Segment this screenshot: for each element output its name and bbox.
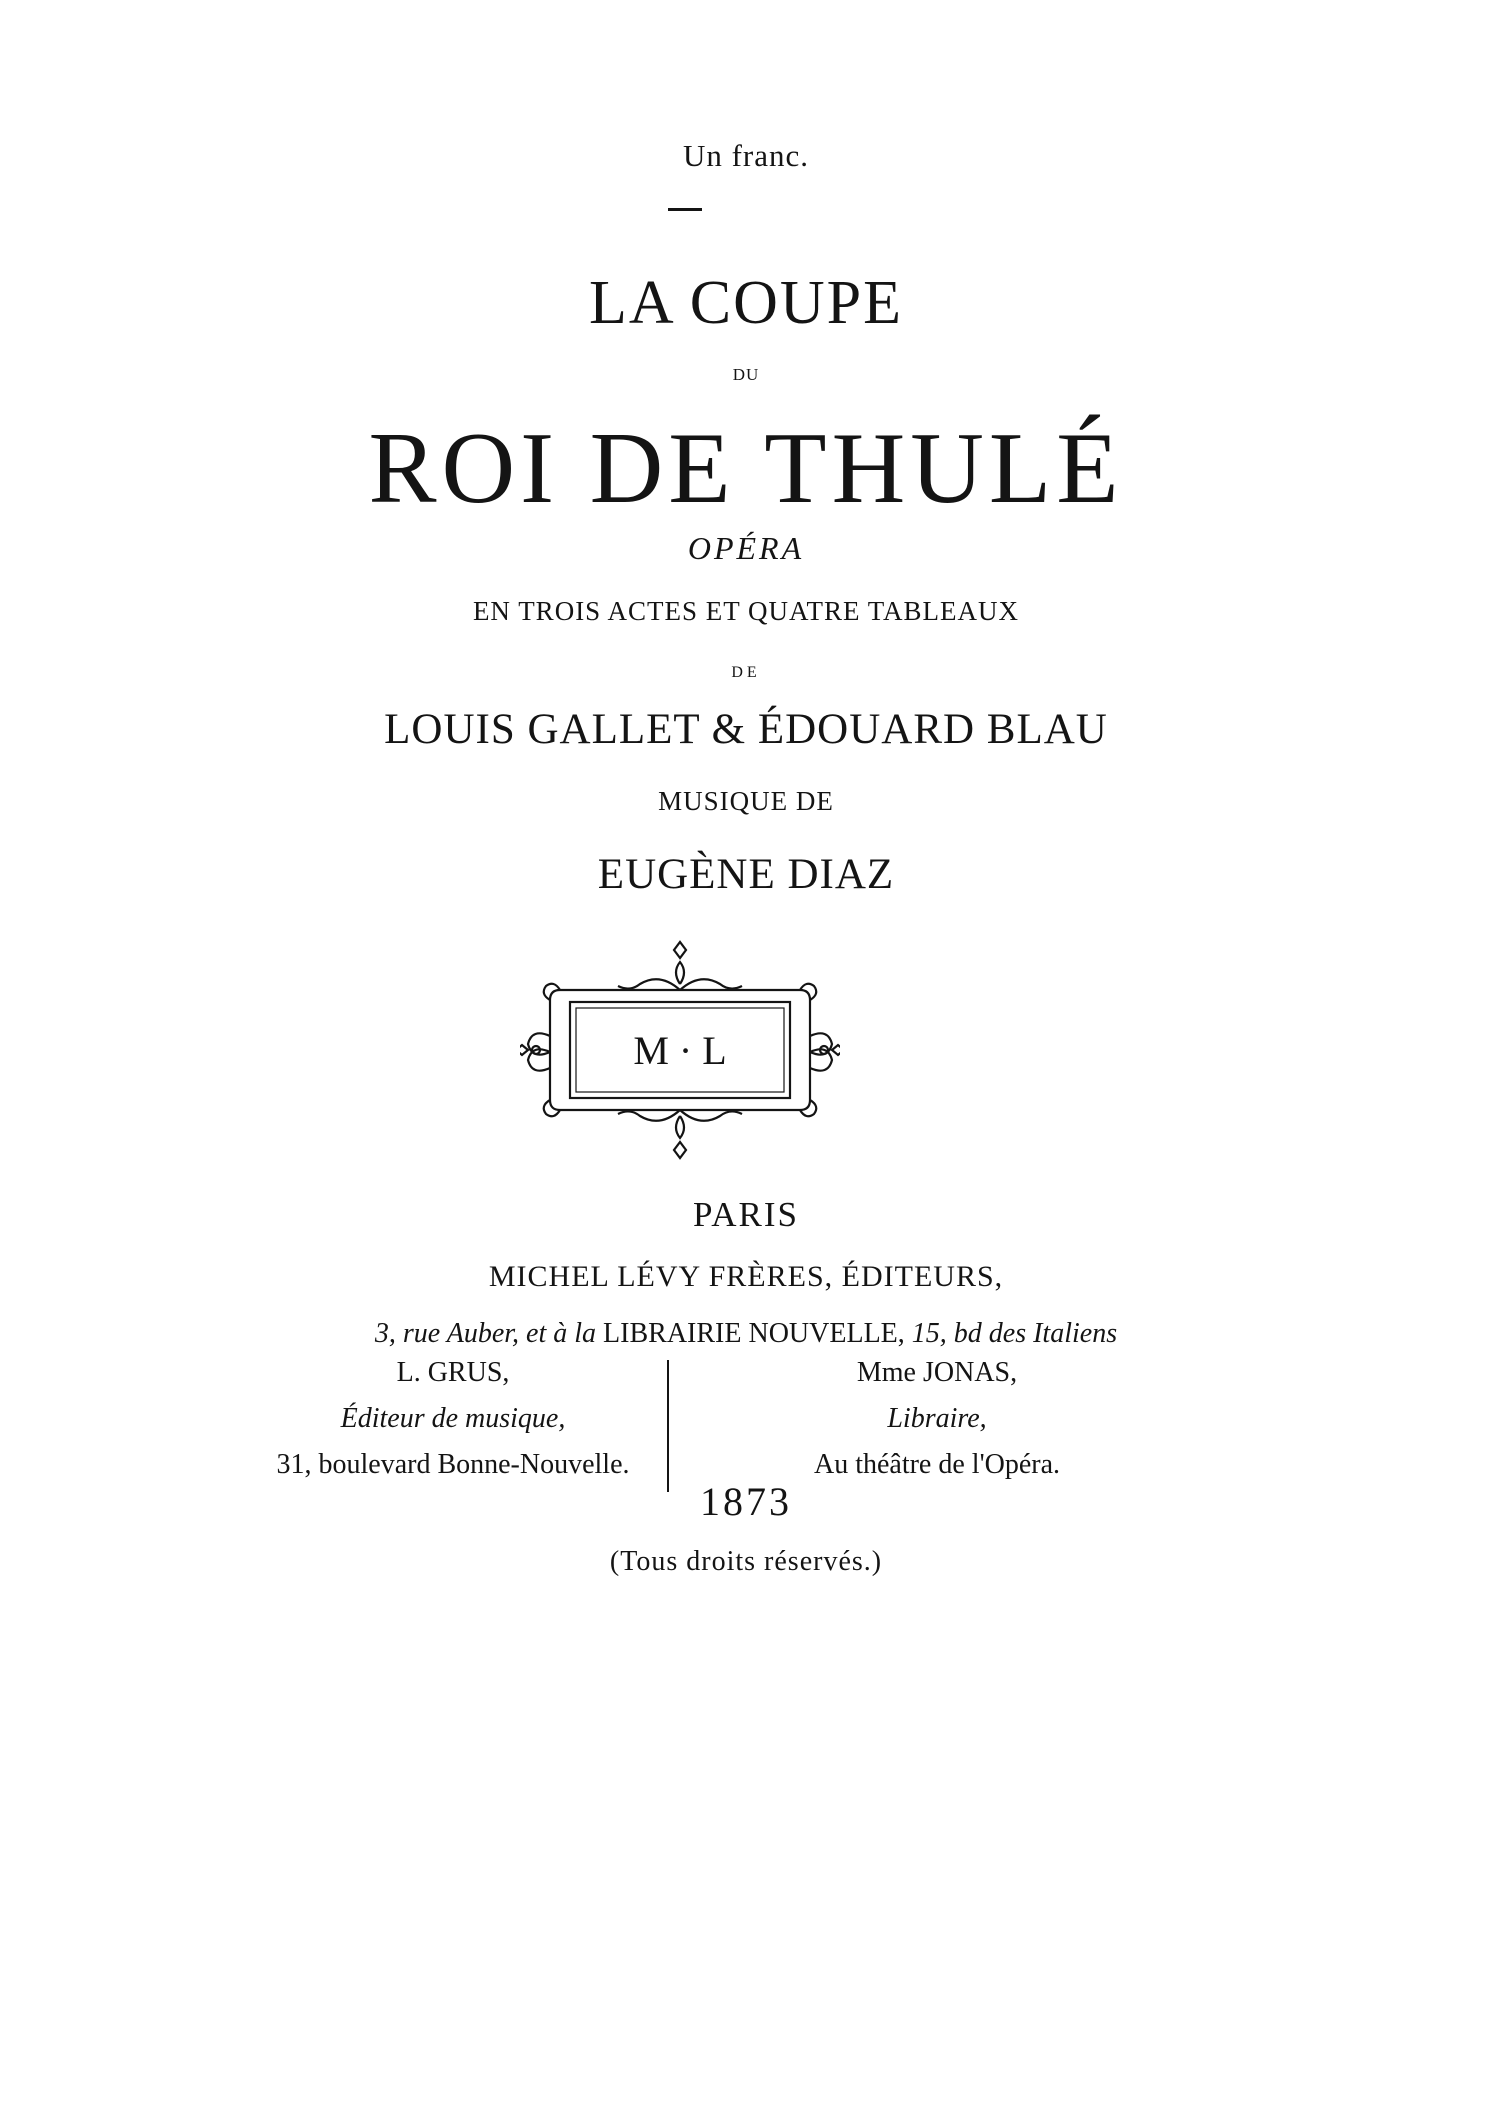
publisher-address [0, 1318, 1492, 1350]
publisher-name: MICHEL LÉVY FRÈRES, ÉDITEURS, [488, 1260, 1004, 1293]
right-seller-name: Mme JONAS, [856, 1357, 1018, 1388]
publisher-mark: M · L [633, 1028, 727, 1073]
subtitle: EN TROIS ACTES ET QUATRE TABLEAUX [472, 596, 1020, 626]
address-part-3: 15, bd des Italiens [911, 1318, 1118, 1349]
left-seller [238, 1350, 668, 1488]
music-label: MUSIQUE DE [658, 786, 834, 816]
title-line-1: LA COUPE [589, 269, 903, 337]
left-seller-name: L. GRUS, [396, 1357, 510, 1388]
rights-notice: (Tous droits réservés.) [609, 1546, 883, 1577]
column-divider [667, 1360, 669, 1492]
city: PARIS [693, 1195, 799, 1234]
address-part-2: LIBRAIRIE NOUVELLE, [603, 1318, 905, 1349]
publisher-ornament-logo [520, 940, 840, 1165]
left-seller-address: 31, boulevard Bonne-Nouvelle. [276, 1449, 630, 1480]
authors: LOUIS GALLET & ÉDOUARD BLAU [384, 706, 1108, 753]
right-seller-role: Libraire, [887, 1403, 987, 1434]
title-du: DU [732, 365, 760, 384]
title-line-2: ROI DE THULÉ [368, 412, 1124, 525]
publication-year: 1873 [700, 1479, 792, 1524]
de-label: DE [731, 664, 761, 681]
genre-label: OPÉRA [687, 530, 805, 566]
separator-dash [668, 208, 702, 211]
address-part-1: 3, rue Auber, et à la [374, 1318, 597, 1349]
price-line: Un franc. [682, 138, 810, 173]
right-seller [722, 1350, 1152, 1488]
left-seller-role: Éditeur de musique, [340, 1403, 566, 1434]
right-seller-address: Au théâtre de l'Opéra. [813, 1449, 1061, 1480]
composer: EUGÈNE DIAZ [597, 851, 895, 898]
